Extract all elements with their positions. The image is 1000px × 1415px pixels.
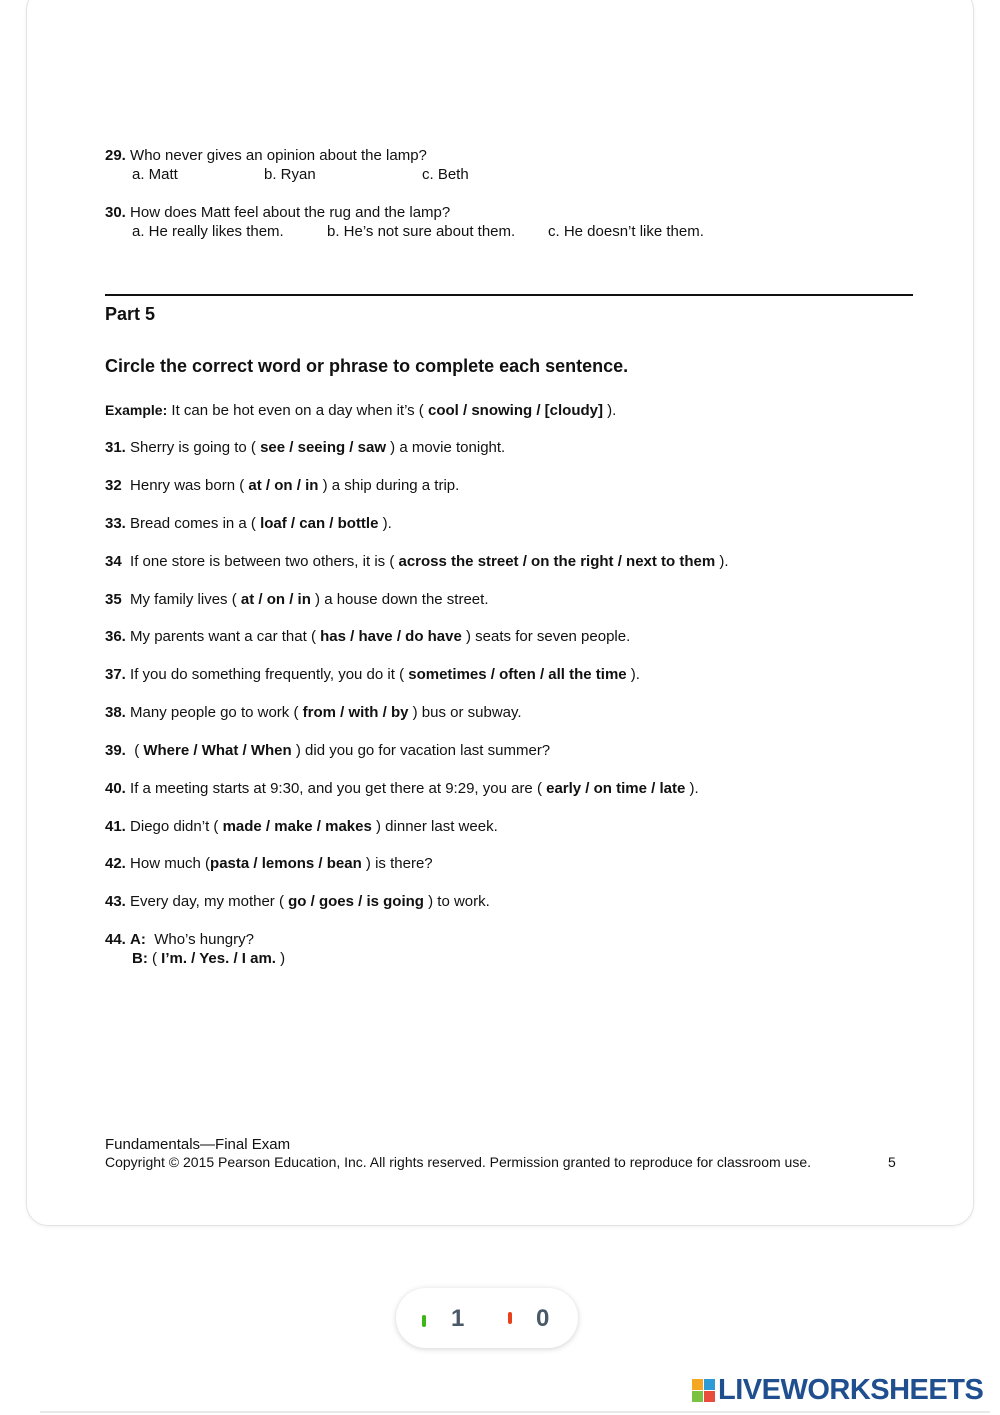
q29-option-a: a. Matt bbox=[132, 166, 178, 183]
logo-text: LIVEWORKSHEETS bbox=[718, 1374, 984, 1406]
q29-option-c: c. Beth bbox=[422, 166, 469, 183]
correct-count: 1 bbox=[451, 1305, 465, 1332]
page-number: 5 bbox=[888, 1154, 896, 1170]
question-44-a: 44. A: Who’s hungry? bbox=[105, 931, 254, 948]
q29-option-b: b. Ryan bbox=[264, 166, 316, 183]
answer-options[interactable]: from / with / by bbox=[302, 704, 409, 721]
answer-options[interactable]: go / goes / is going bbox=[288, 893, 424, 910]
question-44-b: B: ( I’m. / Yes. / I am. ) bbox=[132, 950, 286, 967]
logo-blocks-icon bbox=[692, 1379, 716, 1403]
footer-title: Fundamentals—Final Exam bbox=[105, 1136, 291, 1153]
question-30: 30. How does Matt feel about the rug and the lamp? bbox=[105, 204, 451, 221]
question-37: 37. If you do something frequently, you do it ( sometimes / often / all the time ). bbox=[105, 666, 640, 683]
question-29: 29. Who never gives an opinion about the lamp? bbox=[105, 147, 427, 164]
q30-option-c: c. He doesn’t like them. bbox=[548, 223, 704, 240]
question-43: 43. Every day, my mother ( go / goes / is going ) to work. bbox=[105, 893, 490, 910]
answer-options[interactable]: Where / What / When bbox=[143, 742, 292, 759]
answer-options[interactable]: at / on / in bbox=[240, 591, 311, 608]
question-32: 32 Henry was born ( at / on / in ) a ship during a trip. bbox=[105, 477, 460, 494]
correct-marker-icon bbox=[422, 1315, 426, 1327]
answer-options[interactable]: loaf / can / bottle bbox=[260, 515, 379, 532]
answer-options[interactable]: pasta / lemons / bean bbox=[210, 855, 362, 872]
question-38: 38. Many people go to work ( from / with / by ) bus or subway. bbox=[105, 704, 522, 721]
wrong-marker-icon bbox=[508, 1312, 512, 1324]
wrong-count: 0 bbox=[536, 1305, 550, 1332]
question-36: 36. My parents want a car that ( has / have / do have ) seats for seven people. bbox=[105, 628, 631, 645]
question-41: 41. Diego didn’t ( made / make / makes ) dinner last week. bbox=[105, 818, 498, 835]
q30-option-b: b. He’s not sure about them. bbox=[327, 223, 516, 240]
answer-options[interactable]: see / seeing / saw bbox=[260, 439, 386, 456]
question-42: 42. How much (pasta / lemons / bean ) is there? bbox=[105, 855, 433, 872]
answer-options[interactable]: early / on time / late bbox=[546, 780, 686, 797]
question-31: 31. Sherry is going to ( see / seeing / saw ) a movie tonight. bbox=[105, 439, 506, 456]
question-34: 34 If one store is between two others, it is ( across the street / on the right / next to them ). bbox=[105, 553, 729, 570]
part-title: Part 5 bbox=[105, 304, 156, 324]
answer-options[interactable]: at / on / in bbox=[248, 477, 319, 494]
answer-options[interactable]: sometimes / often / all the time bbox=[408, 666, 627, 683]
answer-options[interactable]: I’m. / Yes. / I am. bbox=[161, 950, 276, 967]
question-35: 35 My family lives ( at / on / in ) a house down the street. bbox=[105, 591, 489, 608]
question-40: 40. If a meeting starts at 9:30, and you get there at 9:29, you are ( early / on time / late ). bbox=[105, 780, 699, 797]
answer-options[interactable]: across the street / on the right / next to them bbox=[398, 553, 716, 570]
answer-options[interactable]: has / have / do have bbox=[320, 628, 462, 645]
liveworksheets-logo[interactable] bbox=[692, 1376, 988, 1408]
example: Example: It can be hot even on a day when it’s ( cool / snowing / [cloudy] ). bbox=[105, 402, 617, 419]
q30-option-a: a. He really likes them. bbox=[132, 223, 284, 240]
answer-options[interactable]: made / make / makes bbox=[222, 818, 372, 835]
score-panel bbox=[396, 1288, 578, 1348]
instructions: Circle the correct word or phrase to complete each sentence. bbox=[105, 356, 629, 376]
section-divider bbox=[105, 294, 913, 296]
bottom-divider bbox=[40, 1411, 990, 1413]
footer-copyright: Copyright © 2015 Pearson Education, Inc. All rights reserved. Permission granted to reproduce for classroom use. bbox=[105, 1154, 812, 1170]
question-39: 39. ( Where / What / When ) did you go for vacation last summer? bbox=[105, 742, 551, 759]
question-33: 33. Bread comes in a ( loaf / can / bottle ). bbox=[105, 515, 392, 532]
